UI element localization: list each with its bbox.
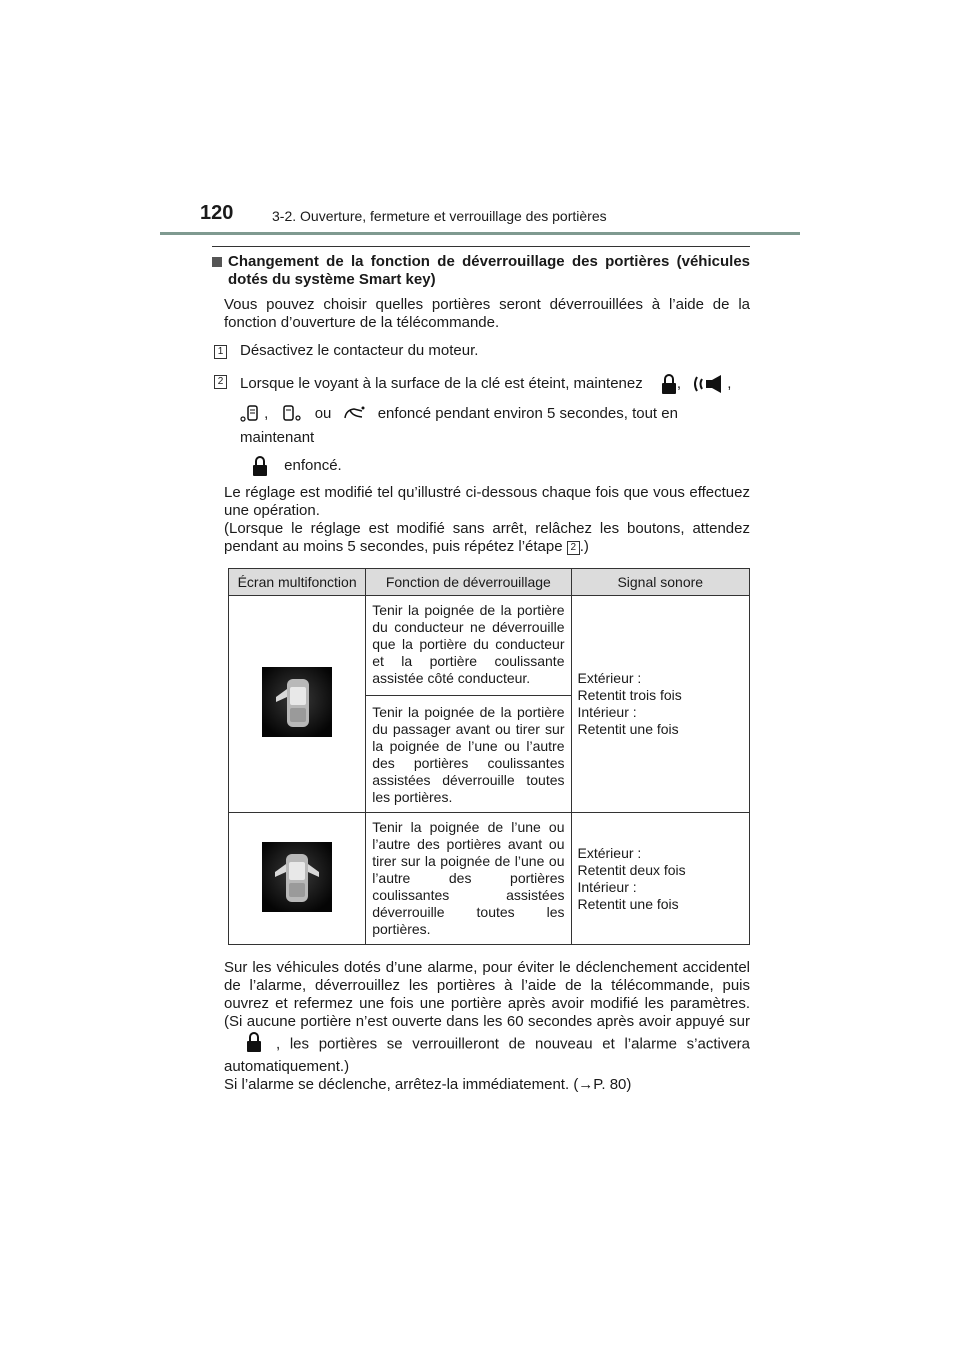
step-text: Désactivez le contacteur du moteur. [240,342,479,359]
square-bullet-icon [212,257,222,267]
column-header: Écran multifonction [229,569,366,596]
alarm-reference: Si l’alarme se déclenche, arrêtez-la immédiatement. (→P. 80) [224,1076,632,1093]
function-cell: Tenir la poignée de la portière du conducteur ne déverrouille que la portière du conducteur et la portière coulissante assistée côté conducteur. Tenir la poignée de la portière du passager avant ou tirer sur la poignée de l’une ou l’autre des portières coulissantes assistées déverrouille toutes les portières. [366,596,571,813]
step-2: 2 Lorsque le voyant à la surface de la clé est éteint, maintenez , , [212,372,750,396]
settings-table [228,568,750,945]
function-cell: Tenir la poignée de l’une ou l’autre des portières avant ou tirer sur la poignée de l’une ou l’autre des portières coulissantes assistées déverrouille toutes les portières. [366,813,571,945]
step-2-end: enfoncé. [252,454,750,478]
step-number: 2 [214,375,227,389]
lock-icon [252,455,268,477]
car-all-doors-open-image [262,842,332,912]
note-paragraph: Le réglage est modifié tel qu’illustré ci-dessous chaque fois que vous effectuez une opération. (Lorsque le réglage est modifié sans arrêt, relâchez les boutons, attendez pendant au moins 5 secondes, puis répétez l’étape 2 .) [224,484,750,555]
section-heading [212,253,750,289]
section-rule [212,246,750,247]
rear-door-icon [240,404,260,424]
display-cell [229,813,366,945]
cell-divider [366,695,570,696]
chapter-title: 3-2. Ouverture, fermeture et verrouillage des portières [272,208,607,224]
alarm-note: Sur les véhicules dotés d’une alarme, pour éviter le déclenchement accidentel de l’alarme, déverrouillez les portières à l’aide de la télécommande, puis ouvrez et refermez une fois une portière après avoir modifié les paramètres. (Si aucune portière n’est ouverte dans les 60 secondes après avoir appuyé sur, les portières se verrouilleront de nouveau et l’alarme s’activera automatiquement.) Si l’alarme se déclenche, arrêtez-la immédiatement. (→P. 80) [224,959,750,1093]
lock-icon [661,373,677,395]
signal-cell: Extérieur : Retentit trois fois Intérieur : Retentit une fois [571,596,750,813]
panic-horn-icon [693,374,727,394]
heading-text: Changement de la fonction de déverrouillage des portières (véhicules dotés du système Smart key) [228,253,750,288]
page-number: 120 [200,202,234,224]
tailgate-icon [342,405,366,423]
step-text: Lorsque le voyant à la surface de la clé est éteint, maintenez [240,375,643,392]
step-2-continued: , ou enfoncé pendant environ 5 secondes, tout en maintenant [240,405,678,446]
car-driver-door-open-image [262,667,332,737]
sliding-door-icon [281,404,303,424]
intro-paragraph: Vous pouvez choisir quelles portières seront déverrouillées à l’aide de la fonction d’ouverture de la télécommande. [224,296,750,331]
header-rule [160,232,800,235]
table-row [229,813,750,945]
column-header: Fonction de déverrouillage [366,569,571,596]
column-header: Signal sonore [571,569,750,596]
section-content [212,253,750,1094]
step-number: 1 [214,345,227,359]
table-row [229,596,750,813]
step-reference: 2 [567,541,580,555]
lock-icon [246,1031,262,1058]
signal-cell: Extérieur : Retentit deux fois Intérieur : Retentit une fois [571,813,750,945]
display-cell [229,596,366,813]
step-1 [212,342,750,360]
